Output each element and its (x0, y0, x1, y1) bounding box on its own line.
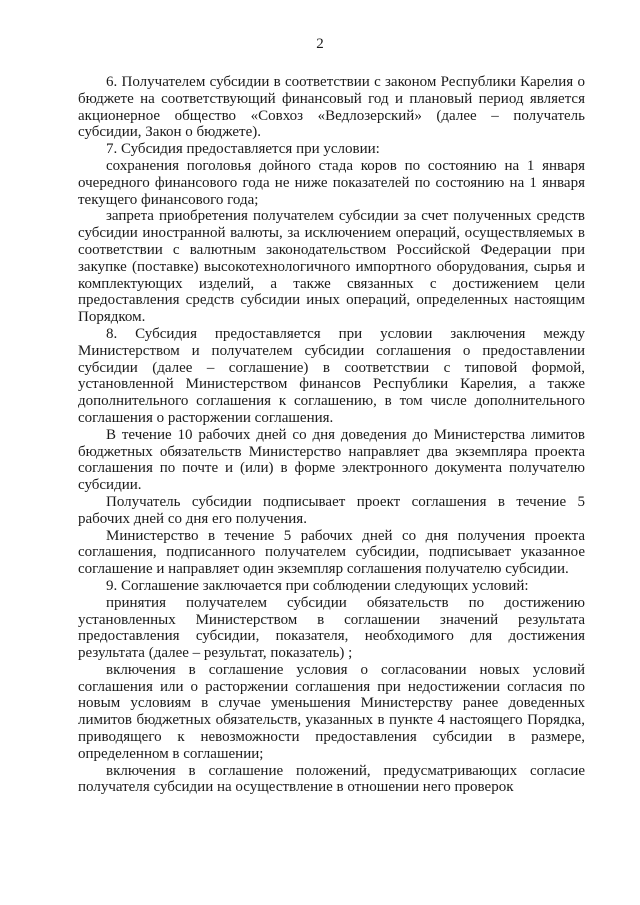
paragraph-condition-results: принятия получателем субсидии обязательств по достижению установленных Министерством в соглашении значений результата предоставления субсидии, показателя, необходимого для достижения результата (далее – результат, показатель) ; (78, 594, 585, 662)
paragraph-item-7: 7. Субсидия предоставляется при условии: (106, 141, 380, 158)
paragraph-condition-new-terms: включения в соглашение условия о согласовании новых условий соглашения или о расторжении соглашения при недостижении согласия по новым условиям в случае уменьшения Министерству ранее доведенных лимитов бюджетных обязательств, указанных в пункте 4 настоящего Порядка, приводящего к невозможности предоставления субсидии в размере, определенном в соглашении; (78, 661, 585, 762)
page-number: 2 (316, 36, 324, 52)
paragraph-item-6: 6. Получателем субсидии в соответствии с законом Республики Карелия о бюджете на соответствующий финансовый год и плановый период является акционерное общество «Совхоз «Ведлозерский» (далее – получатель субсидии, Закон о бюджете). (78, 74, 585, 141)
paragraph-agreement-signing: Получатель субсидии подписывает проект соглашения в течение 5 рабочих дней со дня его получения. (78, 493, 585, 527)
document-body (78, 74, 585, 796)
paragraph-item-9: 9. Соглашение заключается при соблюдении следующих условий: (106, 577, 529, 594)
paragraph-item-8: 8. Субсидия предоставляется при условии заключения между Министерством и получателем субсидии соглашения о предоставлении субсидии (далее – соглашение) в соответствии с типовой формой, установленной Министерством финансов Республики Карелия, а также дополнительного соглашения к соглашению, в том числе дополнительного соглашения о расторжении соглашения. (78, 325, 585, 426)
paragraph-condition-inspections: включения в соглашение положений, предусматривающих согласие получателя субсидии на осуществление в отношении него проверок (78, 762, 585, 796)
paragraph-agreement-sending: В течение 10 рабочих дней со дня доведения до Министерства лимитов бюджетных обязательств Министерство направляет два экземпляра проекта соглашения по почте и (или) в форме электронного документа получателю субсидии. (78, 426, 585, 494)
paragraph-agreement-return: Министерство в течение 5 рабочих дней со дня получения проекта соглашения, подписанного получателем субсидии, подписывает указанное соглашение и направляет один экземпляр соглашения получателю субсидии. (78, 527, 585, 578)
paragraph-condition-herd: сохранения поголовья дойного стада коров по состоянию на 1 января очередного финансового года не ниже показателей по состоянию на 1 января текущего финансового года; (78, 157, 585, 208)
paragraph-condition-currency: запрета приобретения получателем субсидии за счет полученных средств субсидии иностранной валюты, за исключением операций, осуществляемых в соответствии с валютным законодательством Российской Федерации при закупке (поставке) высокотехнологичного импортного оборудования, сырья и комплектующих изделий, а также связанных с достижением цели предоставления средств субсидии иных операций, определенных настоящим Порядком. (78, 208, 585, 326)
